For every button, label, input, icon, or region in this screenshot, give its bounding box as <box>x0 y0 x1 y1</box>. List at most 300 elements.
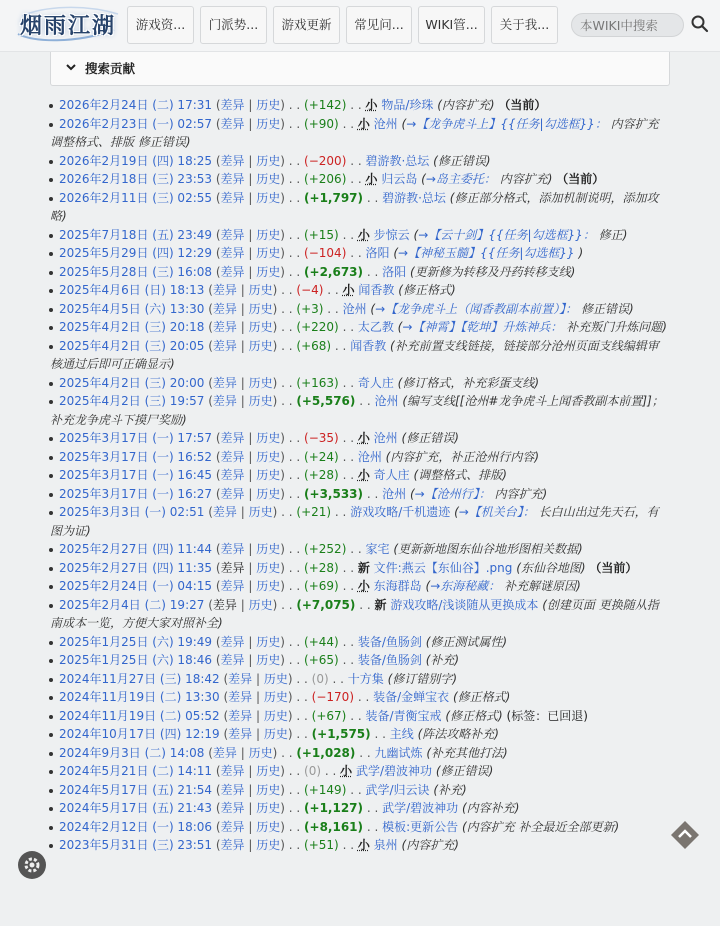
page-link[interactable]: 闻香教 <box>358 283 395 297</box>
paren: ) <box>280 653 285 667</box>
page-link[interactable]: 主线 <box>389 727 414 741</box>
summary-text: 更新修为转移及丹药转移支线 <box>414 264 571 279</box>
diff-link[interactable]: 差异 <box>220 98 245 112</box>
minor-edit-flag: 小 <box>357 227 370 242</box>
diff-link[interactable]: 差异 <box>220 579 245 593</box>
size-value: +21 <box>301 505 327 519</box>
revision-date-link[interactable]: 2025年3月17日 (一) 16:27 <box>59 486 213 501</box>
revision-date-link[interactable]: 2024年11月19日 (二) 05:52 <box>59 708 220 723</box>
separator: . . <box>359 597 375 612</box>
size-value: +220 <box>301 320 335 334</box>
diff-link[interactable]: 差异 <box>228 708 253 723</box>
list-item <box>50 836 670 855</box>
edit-summary: (→【龙争虎斗上】{{任务|勾选框}}： 内容扩充 调整格式、排版 修正错误) <box>50 116 659 149</box>
edit-summary: (创建页面 更换随从指南成本一览，方便大家对照补全) <box>50 597 659 630</box>
paren: ) <box>272 283 278 297</box>
revision-date-link[interactable]: 2026年2月18日 (三) 23:53 <box>59 172 213 186</box>
list-item <box>50 189 670 226</box>
search-input[interactable] <box>571 13 684 37</box>
revision-date-link[interactable]: 2025年4月5日 (六) 13:30 <box>59 301 205 316</box>
paren: ) <box>280 431 285 445</box>
revision-date-link[interactable]: 2024年5月17日 (五) 21:54 <box>59 782 213 797</box>
list-item <box>50 300 670 319</box>
revision-date-link[interactable]: 2025年1月25日 (六) 18:46 <box>59 653 213 667</box>
diff-link[interactable]: 差异 <box>220 116 245 131</box>
summary-text: 补充 <box>438 782 463 797</box>
diff-link[interactable]: 差异 <box>212 320 237 334</box>
diff-link[interactable]: 差异 <box>220 801 245 815</box>
nav-faq[interactable]: 常见问... <box>346 6 412 44</box>
revision-date-link[interactable]: 2025年5月29日 (四) 12:29 <box>59 246 213 260</box>
size-change: (+51) <box>304 838 339 852</box>
section-link[interactable]: →【沧州行】： <box>414 486 491 501</box>
revision-date-link[interactable]: 2024年9月3日 (二) 14:08 <box>59 745 205 760</box>
separator: . . <box>342 579 358 593</box>
diff-link[interactable]: 差异 <box>212 283 237 297</box>
size-change: (+8,161) <box>304 819 364 834</box>
nav-game-data[interactable]: 游戏资... <box>127 6 194 44</box>
edit-summary: (修正错误) <box>435 764 494 778</box>
history-link[interactable]: 历史 <box>248 301 273 316</box>
bullet <box>49 104 53 108</box>
size-change: (+149) <box>304 782 347 797</box>
minor-edit-flag: 小 <box>340 764 353 778</box>
paren: ) <box>280 819 285 834</box>
size-value: +90 <box>308 116 335 131</box>
list-item <box>50 559 670 578</box>
diff-link[interactable]: 差异 <box>220 468 245 482</box>
separator: | <box>236 338 249 353</box>
paren: ( <box>215 542 221 556</box>
page-link[interactable]: 游戏攻略/浅谈随从更换成本 <box>390 597 539 612</box>
nav-game-updates[interactable]: 游戏更新 <box>273 6 340 44</box>
revision-date-link[interactable]: 2025年2月27日 (四) 11:35 <box>59 560 213 575</box>
revision-date-link[interactable]: 2025年3月3日 (一) 02:51 <box>59 505 205 519</box>
minor-edit-flag: 小 <box>365 98 378 112</box>
history-link[interactable]: 历史 <box>256 246 281 260</box>
page-link[interactable]: 武学/碧波神功 <box>382 801 459 815</box>
revision-date-link[interactable]: 2025年3月17日 (一) 16:52 <box>59 449 213 464</box>
paren: ( <box>215 838 221 852</box>
history-link[interactable]: 历史 <box>248 283 273 297</box>
summary-text: 修正错误 <box>406 431 455 445</box>
paren: ) <box>272 394 278 408</box>
history-link[interactable]: 历史 <box>256 634 281 649</box>
section-link[interactable]: →【龙争虎斗上（闻香教副本前置）】： <box>375 301 578 316</box>
search-contributions-panel[interactable] <box>50 52 670 86</box>
page-link[interactable]: 泉州 <box>373 838 398 852</box>
bullet <box>49 271 53 275</box>
paren: ( <box>215 264 221 279</box>
separator: . . <box>366 486 383 501</box>
history-link[interactable]: 历史 <box>248 320 273 334</box>
size-value: +24 <box>308 449 335 464</box>
section-link[interactable]: →【龙争虎斗上】{{任务|勾选框}}： <box>406 116 607 131</box>
paren: ) <box>280 801 285 815</box>
revision-date-link[interactable]: 2025年4月2日 (三) 19:57 <box>59 394 205 408</box>
paren: ) <box>272 597 278 612</box>
page-link[interactable]: 碧游教·总坛 <box>365 153 430 168</box>
page-link[interactable]: 步惊云 <box>373 227 410 242</box>
revision-date-link[interactable]: 2023年5月31日 (三) 23:51 <box>59 838 213 852</box>
separator: . . <box>342 431 358 445</box>
diff-link[interactable]: 差异 <box>220 782 245 797</box>
paren: ( <box>215 579 221 593</box>
logo-text: 烟雨江湖 <box>20 13 117 39</box>
separator: . . <box>342 560 358 575</box>
paren: ( <box>215 819 221 834</box>
section-link[interactable]: →【机关台】： <box>458 505 535 519</box>
separator: . . <box>342 468 358 482</box>
separator: . . <box>350 98 366 112</box>
separator: . . <box>296 727 312 741</box>
size-change: (+252) <box>304 542 347 556</box>
history-link[interactable]: 历史 <box>263 671 288 686</box>
diff-link[interactable]: 差异 <box>220 264 245 279</box>
history-link[interactable]: 历史 <box>256 264 281 279</box>
separator: | <box>252 690 264 704</box>
list-item <box>50 392 670 429</box>
separator: . . <box>288 264 305 279</box>
history-link[interactable]: 历史 <box>248 375 273 390</box>
page-link[interactable]: 模板:更新公告 <box>382 819 459 834</box>
revision-date-link[interactable]: 2024年2月12日 (一) 18:06 <box>59 819 213 834</box>
history-link[interactable]: 历史 <box>256 153 281 168</box>
separator: | <box>244 634 257 649</box>
section-link[interactable]: →岛主委托： <box>425 172 496 186</box>
revision-date-link[interactable]: 2024年10月17日 (四) 12:19 <box>59 727 220 741</box>
separator: . . <box>288 764 305 778</box>
separator: . . <box>296 690 312 704</box>
chevron-down-icon <box>65 61 77 73</box>
paren: ) <box>280 153 285 168</box>
page-link[interactable]: 沧州 <box>373 116 398 131</box>
current-revision-label: （当前） <box>498 98 547 112</box>
revision-date-link[interactable]: 2025年1月25日 (六) 19:49 <box>59 634 213 649</box>
nav-factions[interactable]: 门派势... <box>200 6 267 44</box>
nav-about[interactable]: 关于我... <box>491 6 558 44</box>
minor-edit-flag: 小 <box>342 283 355 297</box>
revision-date-link[interactable]: 2024年5月17日 (五) 21:43 <box>59 801 213 815</box>
paren: ( <box>223 671 229 686</box>
separator: . . <box>342 320 358 334</box>
revision-date-link[interactable]: 2024年11月19日 (二) 13:30 <box>59 690 220 704</box>
paren: ( <box>215 190 221 205</box>
list-item <box>50 152 670 171</box>
separator: . . <box>350 153 366 168</box>
history-link[interactable]: 历史 <box>256 190 281 205</box>
revision-date-link[interactable]: 2025年3月17日 (一) 16:45 <box>59 468 213 482</box>
history-link[interactable]: 历史 <box>248 505 273 519</box>
separator: . . <box>281 597 297 612</box>
summary-text: 修正测试属性 <box>430 634 503 649</box>
section-link[interactable]: →【云十剑】{{任务|勾选框}}： <box>418 227 595 242</box>
size-value: 0 <box>308 764 317 778</box>
history-link[interactable]: 历史 <box>256 764 281 778</box>
revision-date-link[interactable]: 2025年4月2日 (三) 20:18 <box>59 320 205 334</box>
history-link[interactable]: 历史 <box>256 579 281 593</box>
page-link[interactable]: 沧州 <box>357 449 382 464</box>
diff-link[interactable]: 差异 <box>220 634 245 649</box>
history-link[interactable]: 历史 <box>256 449 281 464</box>
bullet <box>49 197 53 201</box>
separator: | <box>244 246 257 260</box>
history-link[interactable]: 历史 <box>263 690 288 704</box>
paren: ) <box>287 671 293 686</box>
diff-link[interactable]: 差异 <box>220 653 245 667</box>
separator: . . <box>327 301 343 316</box>
revision-date-link[interactable]: 2024年5月21日 (二) 14:11 <box>59 764 213 778</box>
list-item <box>50 762 670 781</box>
summary-text: 内容扩充 <box>494 486 543 501</box>
history-link[interactable]: 历史 <box>256 838 281 852</box>
list-item <box>50 744 670 763</box>
size-value: +7,075 <box>301 597 350 612</box>
diff-link[interactable]: 差异 <box>220 431 245 445</box>
history-link[interactable]: 历史 <box>256 560 281 575</box>
page-link[interactable]: 沧州 <box>382 486 407 501</box>
edit-summary: (→东海秘藏： 补充解谜原因) <box>425 579 581 593</box>
page-link[interactable]: 奇人庄 <box>373 468 410 482</box>
list-item <box>50 96 670 115</box>
separator: . . <box>342 375 358 390</box>
page-link[interactable]: 奇人庄 <box>357 375 394 390</box>
list-item <box>50 244 670 263</box>
history-link[interactable]: 历史 <box>248 597 273 612</box>
paren: ( <box>215 116 221 131</box>
page-link[interactable]: 游戏攻略/千机遗迹 <box>350 505 451 519</box>
section-link[interactable]: →【神秘玉髓】{{任务|勾选框}} <box>398 246 575 260</box>
page-link[interactable]: 装备/鱼肠剑 <box>357 653 422 667</box>
paren: ) <box>280 264 285 279</box>
revision-date-link[interactable]: 2025年5月28日 (三) 16:08 <box>59 264 213 279</box>
summary-text: 调整格式、排版 <box>418 468 503 482</box>
paren: ( <box>215 246 221 260</box>
bullet <box>49 308 53 312</box>
summary-text: 修订错别字 <box>392 671 453 686</box>
summary-text: 补充前置支线链接，链接部分沧州页面支线编辑审核通过后即可正确显示 <box>50 338 659 371</box>
separator: . . <box>288 431 305 445</box>
revision-date-link[interactable]: 2026年2月19日 (四) 18:25 <box>59 153 213 168</box>
history-link[interactable]: 历史 <box>248 394 273 408</box>
page-link[interactable]: 太乙教 <box>357 320 394 334</box>
diff-link[interactable]: 差异 <box>228 690 253 704</box>
page-link[interactable]: 碧游教·总坛 <box>382 190 446 205</box>
bullet <box>49 567 53 571</box>
bullet <box>49 400 53 404</box>
diff-link[interactable]: 差异 <box>220 542 245 556</box>
summary-text: 修正格式 <box>402 283 451 297</box>
separator: . . <box>357 690 374 704</box>
bullet <box>49 789 53 793</box>
page-link[interactable]: 物品/珍珠 <box>381 98 434 112</box>
list-item <box>50 781 670 800</box>
page-link[interactable]: 沧州 <box>373 431 398 445</box>
revision-date-link[interactable]: 2026年2月11日 (三) 02:55 <box>59 190 213 205</box>
diff-link[interactable]: 差异 <box>212 375 237 390</box>
site-logo[interactable] <box>14 4 122 44</box>
history-link[interactable]: 历史 <box>256 227 281 242</box>
separator: | <box>244 764 257 778</box>
paren: ( <box>223 708 229 723</box>
search-icon[interactable] <box>690 14 710 34</box>
diff-link[interactable]: 差异 <box>212 338 237 353</box>
revision-date-link[interactable]: 2024年11月27日 (三) 18:42 <box>59 671 220 686</box>
section-link[interactable]: →东海秘藏： <box>430 579 501 593</box>
history-link[interactable]: 历史 <box>263 727 288 741</box>
revision-date-link[interactable]: 2025年2月27日 (四) 11:44 <box>59 542 213 556</box>
size-change: (+1,797) <box>304 190 364 205</box>
separator: . . <box>288 838 305 852</box>
separator: | <box>244 653 257 667</box>
section-link[interactable]: →【神霄】【乾坤】升炼神兵： <box>402 320 563 334</box>
history-link[interactable]: 历史 <box>248 745 273 760</box>
history-link[interactable]: 历史 <box>256 653 281 667</box>
diff-link[interactable]: 差异 <box>212 505 237 519</box>
page-link[interactable]: 文件:燕云【东仙谷】.png <box>373 560 513 575</box>
history-link[interactable]: 历史 <box>256 819 281 834</box>
paren: ) <box>280 246 285 260</box>
summary-text: 内容扩充 <box>499 172 548 186</box>
diff-link[interactable]: 差异 <box>220 449 245 464</box>
summary-text: 创建页面 更换随从指南成本一览，方便大家对照补全 <box>50 597 659 630</box>
settings-button[interactable] <box>18 851 46 879</box>
page-link[interactable]: 洛阳 <box>365 246 390 260</box>
separator: . . <box>350 782 366 797</box>
page-link[interactable]: 家宅 <box>365 542 390 556</box>
size-value: +142 <box>308 98 342 112</box>
separator: . . <box>288 634 305 649</box>
separator: . . <box>366 819 383 834</box>
separator: | <box>252 708 264 723</box>
summary-text: 修订格式，补充彩蛋支线 <box>402 375 535 390</box>
bullet <box>49 252 53 256</box>
page-link[interactable]: 十方集 <box>347 671 384 686</box>
edit-summary: (内容扩充) <box>437 98 495 112</box>
size-value: +1,028 <box>301 745 350 760</box>
page-link[interactable]: 沧州 <box>374 394 399 408</box>
page-link[interactable]: 归云岛 <box>381 172 418 186</box>
size-change: (0) <box>304 764 322 778</box>
page-link[interactable]: 装备/金蝉宝衣 <box>373 690 450 704</box>
revision-date-link[interactable]: 2025年7月18日 (五) 23:49 <box>59 227 213 242</box>
edit-summary: (修正错误) <box>401 431 459 445</box>
separator: . . <box>288 542 305 556</box>
diff-link[interactable]: 差异 <box>220 153 245 168</box>
history-link[interactable]: 历史 <box>256 801 281 815</box>
separator: . . <box>288 579 305 593</box>
diff-link[interactable]: 差异 <box>212 394 237 408</box>
current-revision-label: （当前） <box>589 560 638 575</box>
separator: . . <box>288 153 305 168</box>
diff-link[interactable]: 差异 <box>220 190 245 205</box>
revision-date-link[interactable]: 2025年3月17日 (一) 17:57 <box>59 431 213 445</box>
page-link[interactable]: 装备/鱼肠剑 <box>357 634 422 649</box>
summary-text: 内容扩充 <box>441 98 490 112</box>
diff-link[interactable]: 差异 <box>220 246 245 260</box>
edit-summary: (编写支线[[沧州#龙争虎斗上闻香教副本前置]]；补充龙争虎斗下摸尸奖励) <box>50 394 664 427</box>
page-link[interactable]: 九幽试炼 <box>374 745 423 760</box>
history-link[interactable]: 历史 <box>256 98 281 112</box>
history-link[interactable]: 历史 <box>256 116 281 131</box>
size-change: (+3,533) <box>304 486 364 501</box>
history-link[interactable]: 历史 <box>256 172 281 186</box>
list-item <box>50 170 670 189</box>
paren: ) <box>280 449 285 464</box>
separator: | <box>244 560 257 575</box>
diff-link[interactable]: 差异 <box>220 819 245 834</box>
revision-date-link[interactable]: 2026年2月23日 (一) 02:57 <box>59 116 213 131</box>
revision-date-link[interactable]: 2025年4月2日 (三) 20:05 <box>59 338 205 353</box>
history-link[interactable]: 历史 <box>256 468 281 482</box>
history-link[interactable]: 历史 <box>256 782 281 797</box>
separator: | <box>244 579 257 593</box>
summary-text: 修正错误 <box>580 301 629 316</box>
diff-link[interactable]: 差异 <box>220 764 245 778</box>
diff-link[interactable]: 差异 <box>228 727 253 741</box>
size-change: (+163) <box>296 375 339 390</box>
diff-link: 差异 <box>220 560 245 575</box>
page-link[interactable]: 闻香教 <box>350 338 387 353</box>
history-link[interactable]: 历史 <box>248 338 273 353</box>
bullet <box>49 289 53 293</box>
back-to-top-icon[interactable] <box>670 820 700 850</box>
diff-link[interactable]: 差异 <box>212 745 237 760</box>
page-link[interactable]: 洛阳 <box>382 264 407 279</box>
list-item <box>50 466 670 485</box>
separator: | <box>236 375 249 390</box>
diff-link[interactable]: 差异 <box>220 172 245 186</box>
history-link[interactable]: 历史 <box>256 431 281 445</box>
size-change: (+220) <box>296 320 339 334</box>
revision-date-link[interactable]: 2025年4月2日 (三) 20:00 <box>59 375 205 390</box>
page-link[interactable]: 武学/碧波神功 <box>355 764 433 778</box>
revision-date-link[interactable]: 2025年2月4日 (二) 19:27 <box>59 597 205 612</box>
diff-link[interactable]: 差异 <box>212 301 237 316</box>
diff-link[interactable]: 差异 <box>220 227 245 242</box>
summary-text: 内容扩充 <box>406 838 455 852</box>
separator: | <box>244 431 257 445</box>
diff-link[interactable]: 差异 <box>228 671 253 686</box>
bullet <box>49 696 53 700</box>
history-link[interactable]: 历史 <box>256 542 281 556</box>
revision-date-link[interactable]: 2025年4月6日 (日) 18:13 <box>59 283 205 297</box>
revision-date-link[interactable]: 2025年2月24日 (一) 04:15 <box>59 579 213 593</box>
paren: ( <box>215 486 221 501</box>
page-link[interactable]: 沧州 <box>342 301 367 316</box>
separator: . . <box>281 320 297 334</box>
revision-date-link[interactable]: 2026年2月24日 (二) 17:31 <box>59 98 213 112</box>
diff-link[interactable]: 差异 <box>220 486 245 501</box>
summary-text: 修正格式 <box>450 708 499 723</box>
history-link[interactable]: 历史 <box>263 708 288 723</box>
edit-summary: (修订错别字) <box>387 671 457 686</box>
history-link[interactable]: 历史 <box>256 486 281 501</box>
summary-text: 内容扩充 补全最近全部更新 <box>466 819 615 834</box>
summary-text: 更新新地图东仙谷地形图相关数据 <box>398 542 579 556</box>
diff-link[interactable]: 差异 <box>220 838 245 852</box>
nav-wiki-admin[interactable]: WIKI管... <box>418 6 485 44</box>
page-link[interactable]: 东海群岛 <box>373 579 422 593</box>
summary-text: 修正格式 <box>457 690 506 704</box>
summary-text: 补充叛门升炼问题 <box>566 320 663 334</box>
minor-edit-flag: 小 <box>357 579 370 593</box>
page-link[interactable]: 装备/青衡宝戒 <box>365 708 442 723</box>
gear-icon <box>18 851 46 879</box>
bullet <box>49 382 53 386</box>
page-link[interactable]: 武学/归云诀 <box>365 782 430 797</box>
size-value: +15 <box>308 227 335 242</box>
